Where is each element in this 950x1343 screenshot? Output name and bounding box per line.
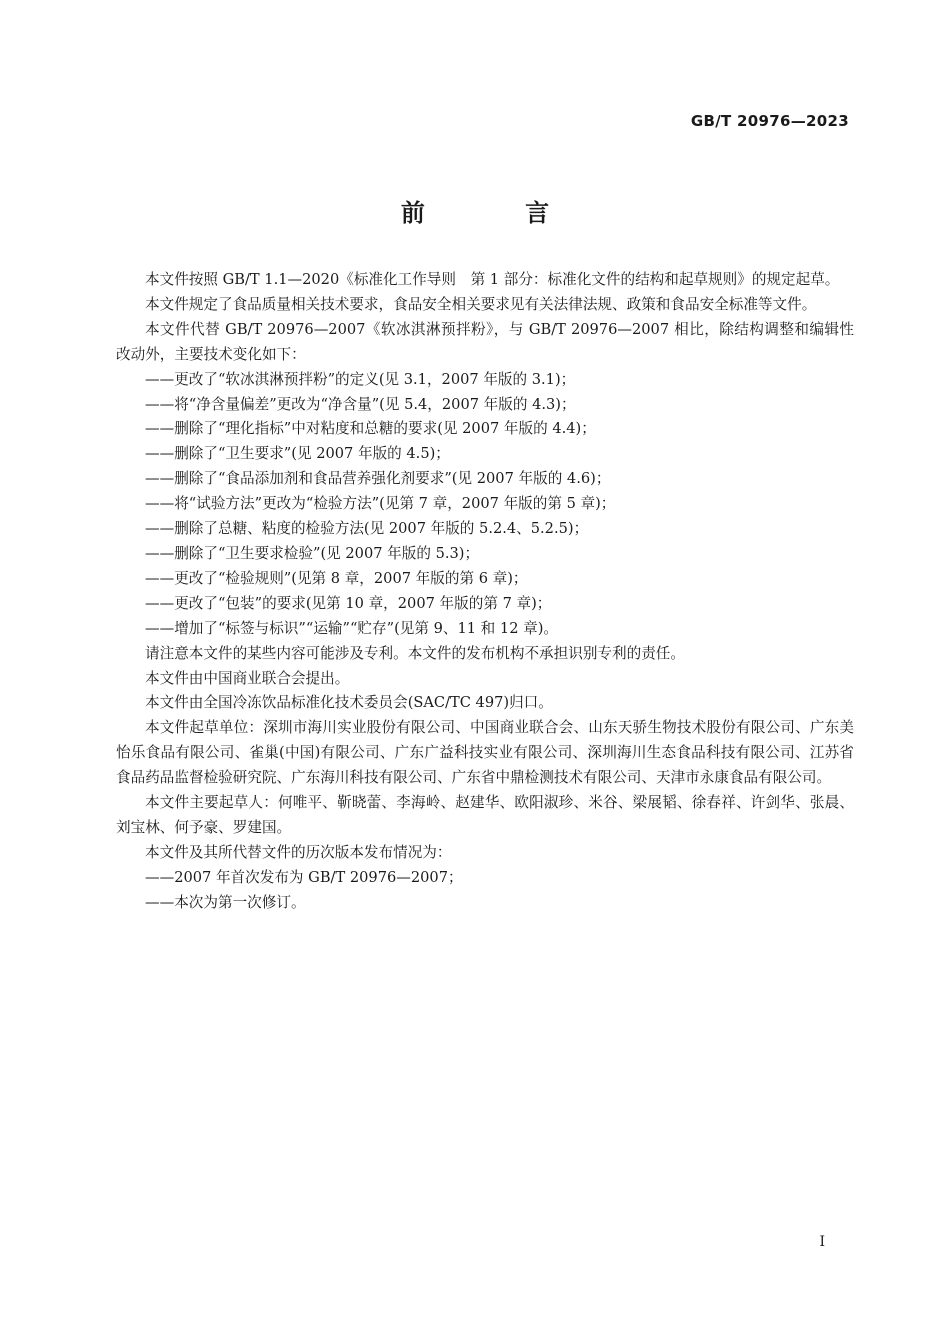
- change-item: ——删除了“卫生要求检验”(见 2007 年版的 5.3)；: [145, 544, 480, 562]
- change-item: ——更改了“包装”的要求(见第 10 章，2007 年版的第 7 章)；: [145, 594, 552, 612]
- history-item: ——本次为第一次修订。: [145, 893, 306, 911]
- paragraph-drafting-rule: 本文件按照 GB/T 1.1—2020《标准化工作导则 第 1 部分：标准化文件的结构和起草规则》的规定起草。: [145, 271, 840, 288]
- page-number: I: [819, 1234, 825, 1250]
- change-item: ——将“试验方法”更改为“检验方法”(见第 7 章，2007 年版的第 5 章)；: [145, 495, 616, 513]
- document-body: [116, 268, 854, 916]
- change-item: ——更改了“软冰淇淋预拌粉”的定义(见 3.1，2007 年版的 3.1)；: [145, 370, 576, 388]
- page-title: 前 言: [400, 199, 596, 227]
- change-item: ——删除了“食品添加剂和食品营养强化剂要求”(见 2007 年版的 4.6)；: [145, 470, 611, 488]
- paragraph-history-intro: 本文件及其所代替文件的历次版本发布情况为：: [145, 843, 452, 861]
- change-item: ——删除了总糖、粘度的检验方法(见 2007 年版的 5.2.4、5.2.5)；: [145, 520, 589, 538]
- change-item: ——更改了“检验规则”(见第 8 章，2007 年版的第 6 章)；: [145, 569, 528, 587]
- paragraph-committee: 本文件由全国冷冻饮品标准化技术委员会(SAC/TC 497)归口。: [145, 694, 553, 712]
- standard-code: GB/T 20976—2023: [690, 112, 849, 130]
- paragraph-proposer: 本文件由中国商业联合会提出。: [145, 669, 350, 687]
- paragraph-drafting-units: 本文件起草单位：深圳市海川实业股份有限公司、中国商业联合会、山东天骄生物技术股份有限公司、广东美怡乐食品有限公司、雀巢(中国)有限公司、广东广益科技实业有限公司、深圳海川生态食品科技有限公司、江苏省食品药品监督检验研究院、广东海川科技有限公司、广东省中鼎检测技术有限公司、天津市永康食品有限公司。: [116, 719, 854, 787]
- paragraph-scope: 本文件规定了食品质量相关技术要求，食品安全相关要求见有关法律法规、政策和食品安全标准等文件。: [145, 295, 817, 313]
- paragraph-replacement: 本文件代替 GB/T 20976—2007《软冰淇淋预拌粉》，与 GB/T 20976—2007 相比，除结构调整和编辑性改动外，主要技术变化如下：: [116, 320, 854, 363]
- paragraph-patent-notice: 请注意本文件的某些内容可能涉及专利。本文件的发布机构不承担识别专利的责任。: [145, 644, 685, 662]
- change-item: ——增加了“标签与标识”“运输”“贮存”(见第 9、11 和 12 章)。: [145, 619, 559, 637]
- change-item: ——删除了“理化指标”中对粘度和总糖的要求(见 2007 年版的 4.4)；: [145, 420, 596, 438]
- change-item: ——将“净含量偏差”更改为“净含量”(见 5.4，2007 年版的 4.3)；: [145, 395, 576, 413]
- history-item: ——2007 年首次发布为 GB/T 20976—2007；: [145, 868, 463, 886]
- paragraph-drafters: 本文件主要起草人：何唯平、靳晓蕾、李海岭、赵建华、欧阳淑珍、米谷、梁展韬、徐春祥、许剑华、张晨、刘宝林、何予豪、罗建国。: [116, 794, 854, 836]
- change-item: ——删除了“卫生要求”(见 2007 年版的 4.5)；: [145, 445, 450, 463]
